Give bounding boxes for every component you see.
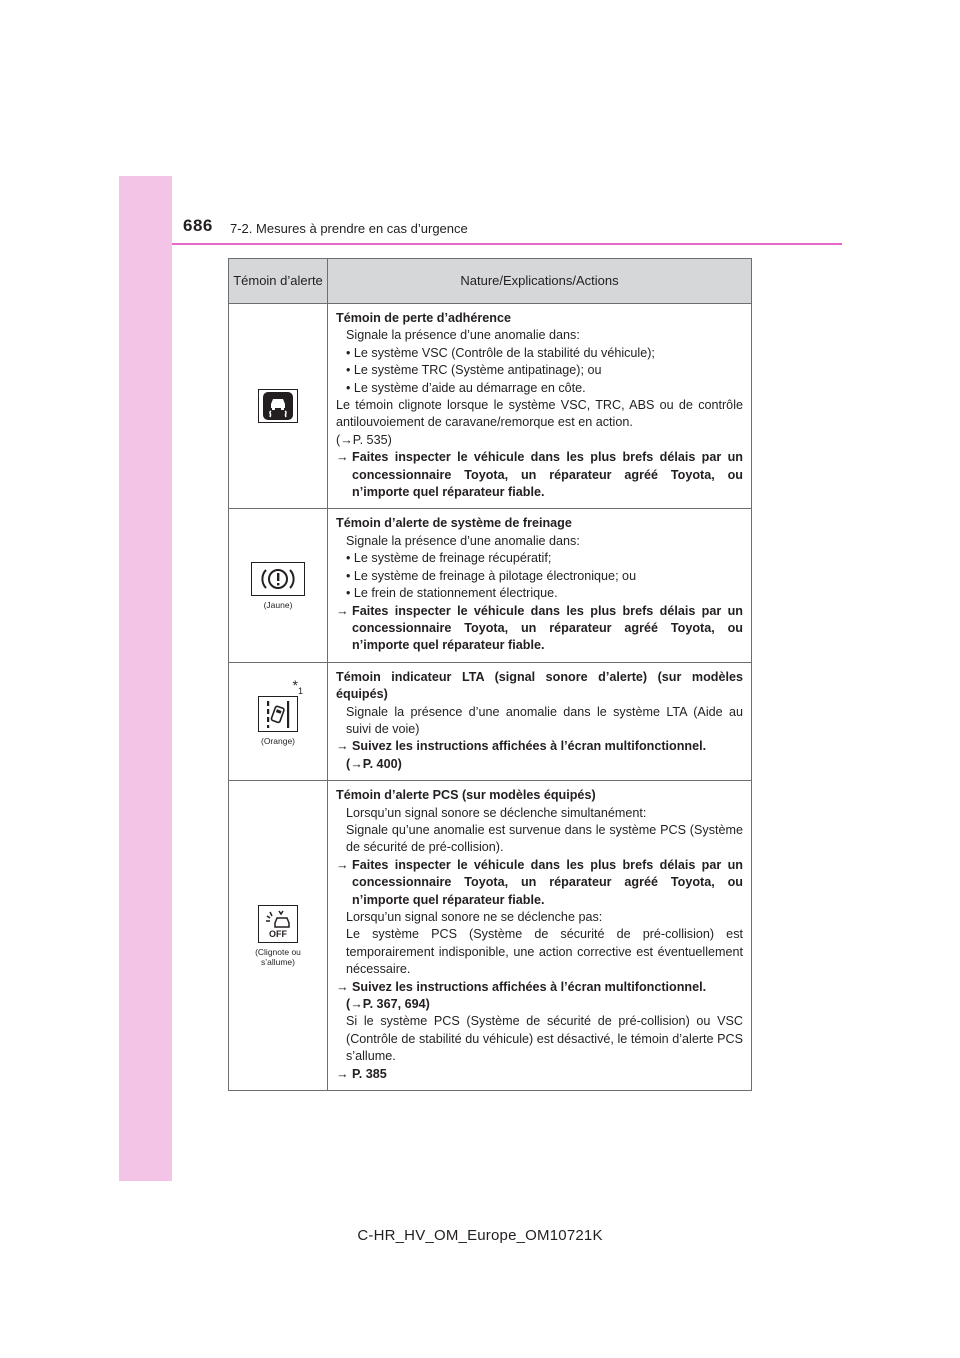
action-instruction: → Suivez les instructions affichées à l’écran multifonctionnel. — [336, 738, 743, 755]
page-reference: (→P. 535) — [336, 432, 392, 447]
row-intro: Signale la présence d’une anomalie dans: — [346, 328, 580, 343]
page-reference: (→P. 367, 694) — [346, 997, 430, 1012]
row-title: Témoin indicateur LTA (signal sonore d’alerte) (sur modèles équipés) — [336, 669, 743, 702]
header-divider — [172, 243, 842, 245]
slip-indicator-icon — [258, 389, 298, 423]
action-instruction: → P. 385 — [336, 1066, 743, 1083]
arrow-icon: → — [336, 739, 349, 754]
row-text: Signale qu’une anomalie est survenue dans le système PCS (Système de sécurité de pré-collision). — [346, 822, 743, 855]
icon-color-note: (Orange) — [260, 736, 295, 747]
row-text: Lorsqu’un signal sonore ne se déclenche pas: — [346, 910, 603, 924]
icon-color-note: (Jaune) — [263, 599, 293, 610]
description-cell — [328, 663, 751, 780]
table-row-brake-warning — [229, 509, 751, 662]
document-code: C-HR_HV_OM_Europe_OM10721K — [357, 1227, 603, 1244]
page-number: 686 — [183, 216, 213, 235]
warning-light-table — [228, 258, 752, 1091]
arrow-icon: → — [336, 603, 349, 618]
row-title: Témoin d’alerte de système de freinage — [336, 516, 572, 531]
arrow-icon: → — [336, 857, 349, 872]
pcs-off-icon: OFF — [258, 905, 298, 943]
icon-cell — [229, 304, 328, 508]
row-intro: Signale la présence d’une anomalie dans le système LTA (Aide au suivi de voie) — [346, 704, 743, 736]
row-text: Le système PCS (Système de sécurité de pré-collision) est temporairement indisponible, une action corrective est éventuellement nécessaire. — [346, 927, 743, 977]
lane-trace-assist-icon — [258, 696, 298, 732]
table-row-slip-indicator — [229, 304, 751, 509]
column-header-warning-light: Témoin d’alerte — [229, 259, 328, 303]
icon-cell — [229, 663, 328, 780]
arrow-icon: → — [336, 450, 349, 465]
table-row-pcs-warning — [229, 781, 751, 1091]
list-item: • Le système TRC (Système antipatinage); ou — [336, 362, 743, 379]
action-instruction: → Suivez les instructions affichées à l’écran multifonctionnel. — [336, 979, 743, 996]
row-text: Lorsqu’un signal sonore se déclenche simultanément: — [346, 805, 647, 820]
list-item: • Le système de freinage récupératif; — [336, 550, 743, 567]
column-header-description: Nature/Explications/Actions — [460, 273, 619, 288]
action-instruction: → Faites inspecter le véhicule dans les plus brefs délais par un concessionnaire Toyota, un réparateur agréé Toyota, ou n’importe quel réparateur fiable. — [336, 603, 743, 655]
list-item: • Le frein de stationnement électrique. — [336, 585, 743, 602]
description-cell — [328, 304, 751, 508]
row-text: Le témoin clignote lorsque le système VSC, TRC, ABS ou de contrôle antilouvoiement de caravane/remorque est en action. — [336, 398, 743, 430]
description-cell — [328, 781, 751, 1090]
arrow-icon: → — [336, 1066, 349, 1081]
row-text: Si le système PCS (Système de sécurité de pré-collision) ou VSC (Contrôle de stabilité du véhicule) est désactivé, le témoin d’alerte PCS s’allume. — [346, 1014, 743, 1064]
table-row-lta-indicator — [229, 663, 751, 781]
icon-cell — [229, 509, 328, 661]
table-header — [229, 259, 751, 304]
action-instruction: → Faites inspecter le véhicule dans les plus brefs délais par un concessionnaire Toyota, un réparateur agréé Toyota, ou n’importe quel réparateur fiable. — [336, 449, 743, 501]
footnote-marker: $*_1$ — [292, 676, 303, 696]
page-reference: (→P. 400) — [346, 756, 402, 771]
brake-warning-icon — [251, 562, 305, 596]
row-title: Témoin d’alerte PCS (sur modèles équipés) — [336, 788, 596, 803]
list-item: • Le système d’aide au démarrage en côte. — [336, 380, 743, 397]
row-title: Témoin de perte d’adhérence — [336, 311, 511, 325]
icon-cell — [229, 781, 328, 1090]
action-instruction: → Faites inspecter le véhicule dans les plus brefs délais par un concessionnaire Toyota, un réparateur agréé Toyota, ou n’importe quel réparateur fiable. — [336, 857, 743, 909]
list-item: • Le système de freinage à pilotage électronique; ou — [336, 568, 743, 585]
arrow-icon: → — [336, 979, 349, 994]
section-title: 7-2. Mesures à prendre en cas d’urgence — [230, 221, 468, 236]
row-intro: Signale la présence d’une anomalie dans: — [346, 533, 580, 548]
icon-status-note: (Clignote ou s’allume) — [255, 946, 301, 967]
list-item: • Le système VSC (Contrôle de la stabilité du véhicule); — [336, 345, 743, 362]
page-side-band — [119, 176, 172, 1181]
description-cell — [328, 509, 751, 661]
